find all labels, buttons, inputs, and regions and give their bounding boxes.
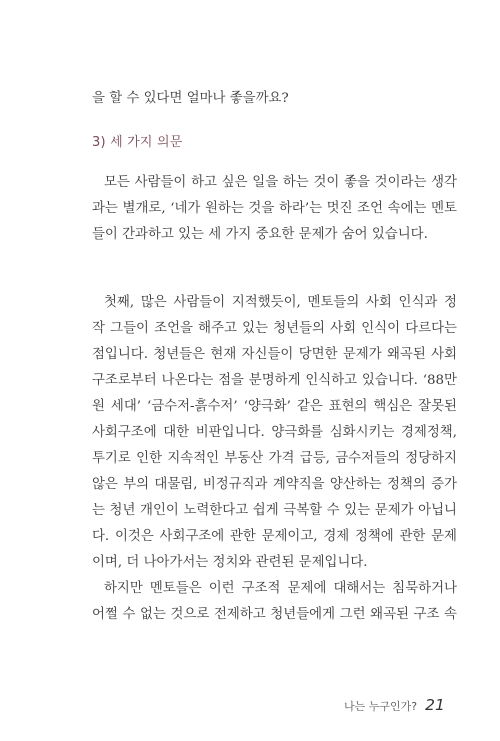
text-line: 하지만 멘토들은 이런 구조적 문제에 대해서는 침묵하거나 xyxy=(104,581,457,596)
text-line: 첫째, 많은 사람들이 지적했듯이, 멘토들의 사회 인식과 정 xyxy=(104,295,457,310)
text-line: 을 할 수 있다면 얼마나 좋을까요? xyxy=(92,91,289,106)
section-heading: 3) 세 가지 의문 xyxy=(92,135,183,150)
text-line: 다. 이것은 사회구조에 관한 문제이고, 경제 정책에 관한 문제 xyxy=(92,529,457,544)
running-title: 나는 누구인가? xyxy=(344,700,418,713)
text-line: 점입니다. 청년들은 현재 자신들이 당면한 문제가 왜곡된 사회 xyxy=(92,347,457,362)
page-footer xyxy=(344,695,445,714)
text-line: 어쩔 수 없는 것으로 전제하고 청년들에게 그런 왜곡된 구조 속 xyxy=(92,607,457,622)
text-line: 과는 별개로, ‘네가 원하는 것을 하라’는 멋진 조언 속에는 멘토 xyxy=(92,201,457,216)
text-line: 사회구조에 대한 비판입니다. 양극화를 심화시키는 경제정책, xyxy=(92,425,457,440)
page-number: 21 xyxy=(425,696,445,714)
text-line: 구조로부터 나온다는 점을 분명하게 인식하고 있습니다. ‘88만 xyxy=(92,373,457,388)
text-line: 원 세대’ ‘금수저-흙수저’ ‘양극화’ 같은 표현의 핵심은 잘못된 xyxy=(92,399,457,414)
text-line: 모든 사람들이 하고 싶은 일을 하는 것이 좋을 것이라는 생각 xyxy=(104,175,457,190)
text-line: 들이 간과하고 있는 세 가지 중요한 문제가 숨어 있습니다. xyxy=(92,227,428,242)
text-line: 는 청년 개인이 노력한다고 쉽게 극복할 수 있는 문제가 아닙니 xyxy=(92,503,457,518)
text-line: 않은 부의 대물림, 비정규직과 계약직을 양산하는 정책의 증가 xyxy=(92,477,457,492)
text-line: 작 그들이 조언을 해주고 있는 청년들의 사회 인식이 다르다는 xyxy=(92,321,457,336)
text-line: 이며, 더 나아가서는 정치와 관련된 문제입니다. xyxy=(92,555,368,570)
text-line: 투기로 인한 지속적인 부동산 가격 급등, 금수저들의 정당하지 xyxy=(92,451,457,466)
